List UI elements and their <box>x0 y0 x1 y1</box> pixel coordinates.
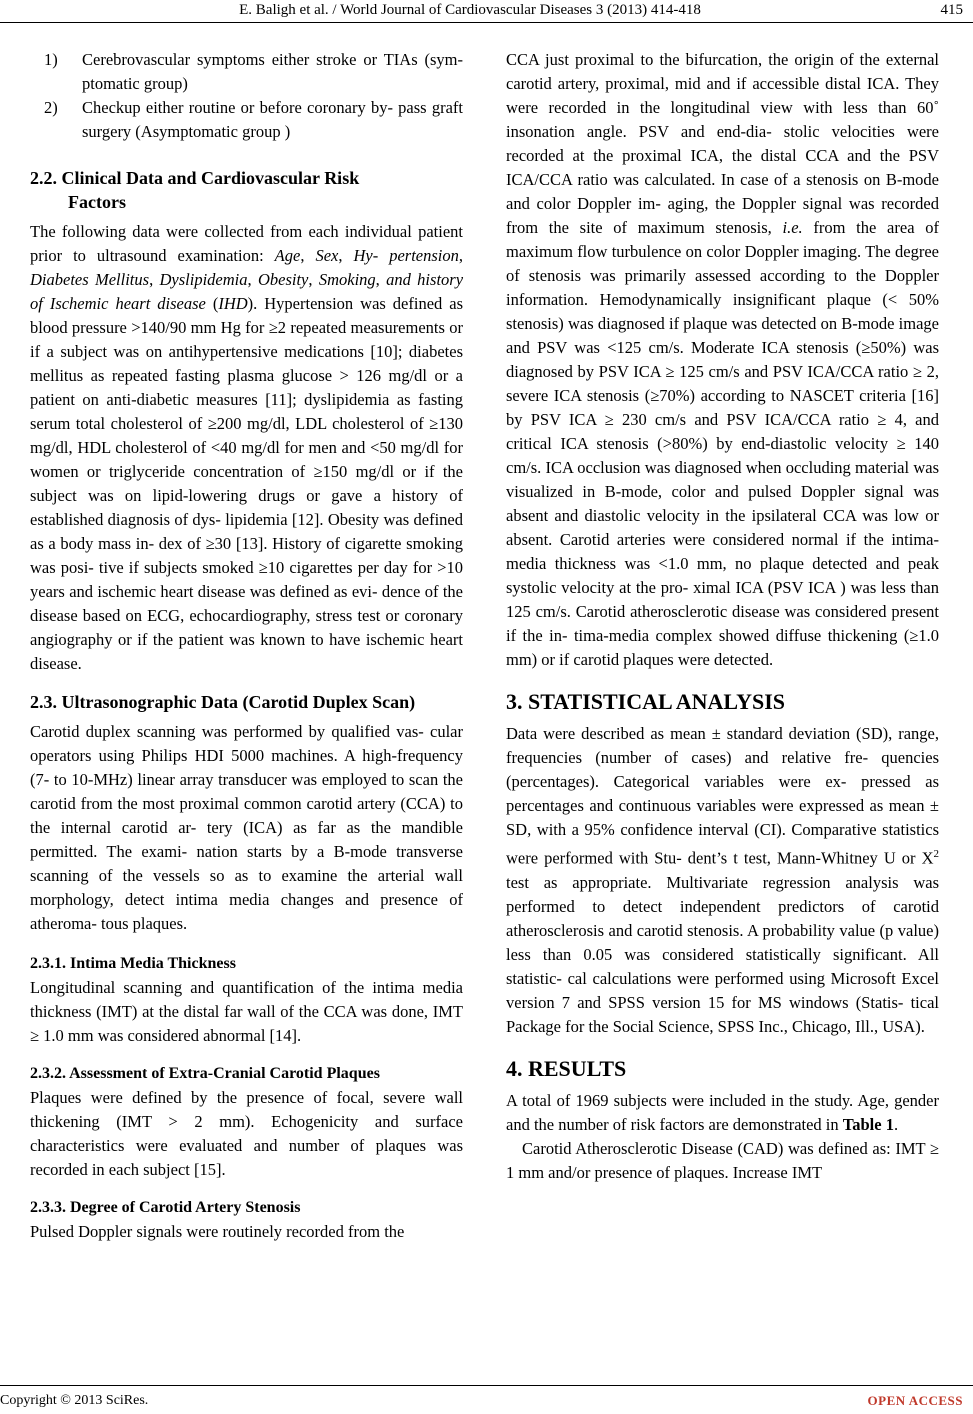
term: Obesity <box>257 270 309 289</box>
term: Smoking <box>318 270 376 289</box>
list-text: Cerebrovascular symptoms either stroke or TIAs (sym- ptomatic group) <box>82 50 463 93</box>
running-header <box>0 0 973 30</box>
text-span: Data were described as mean ± standard deviation (SD), range, frequencies (number of cases) and relative fre- quencies (percentages). Categorical variables were ex- pressed as percentages and continuous variables were expressed as mean ± SD, with a 95% confidence interval (CI). Comparative statistics were performed with Stu- dent’s t test, Mann-Whitney U or X <box>506 724 939 868</box>
running-title: E. Baligh et al. / World Journal of Cardiovascular Diseases 3 (2013) 414-418 <box>239 2 701 18</box>
text-span: . <box>893 1114 899 1134</box>
right-column <box>506 48 939 1185</box>
term: Sex <box>315 246 339 265</box>
section-heading-2-3-3: 2.3.3. Degree of Carotid Artery Stenosis <box>30 1199 301 1216</box>
paragraph-statistics <box>506 722 939 1039</box>
footer-divider <box>0 1385 973 1386</box>
term: i.e. <box>782 218 803 237</box>
paragraph-stenosis-start: Pulsed Doppler signals were routinely recorded from the <box>30 1222 405 1241</box>
page-number: 415 <box>940 2 963 18</box>
section-heading-3: 3. STATISTICAL ANALYSIS <box>506 689 785 714</box>
paragraph-plaques: Plaques were defined by the presence of focal, severe wall thickening (IMT > 2 mm). Echogenicity and surface characteristics were evaluated and number of plaques was recorded in each subject [15]. <box>30 1088 463 1179</box>
list-item <box>30 48 463 96</box>
section-heading-2-2 <box>30 166 463 214</box>
term: Hy- pertension <box>353 246 459 265</box>
paragraph-clinical-data: The following data were collected from each individual patient prior to ultrasound examination: Age, Sex, Hy- pertension, Diabetes Mellitus, Dyslipidemia, Obesity, Smoking, and history of Ischemic heart disease (IHD). Hypertension was defined as blood pressure >140/90 mm Hg for ≥2 repeated measurements or if a subject was on antihypertensive medications [10]; diabetes mellitus as repeated fasting plasma glucose > 126 mg/dl or a patient on anti-diabetic measures [11]; dyslipidemia as fasting serum total cholesterol of ≥200 mg/dl, LDL cholesterol of ≥130 mg/dl, HDL cholesterol of <40 mg/dl for men and <50 mg/dl for women or triglyceride concentration of ≥150 mg/dl or if the subject was on lipid-lowering drugs or gave a history of established diagnosis of dys- lipidemia [12]. Obesity was defined as a body mass in- dex of ≥30 [13]. History of cigarette smoking was posi- tive if subjects smoked ≥10 cigarettes per day for >10 years and ischemic heart disease was defined as evi- dence of the disease based on ECG, echocardiography, stress test or coronary angiography or if the patient was known to have ischemic heart disease. <box>30 222 464 673</box>
section-heading-2-3: 2.3. Ultrasonographic Data (Carotid Duplex Scan) <box>30 692 416 712</box>
term: and history of Ischemic heart disease <box>30 270 464 313</box>
table-reference: Table 1 <box>842 1114 894 1134</box>
text-span: A total of 1969 subjects were included in the study. Age, gender and the number of risk factors are demonstrated in <box>506 1090 939 1134</box>
term: Dyslipidemia <box>159 270 248 289</box>
copyright-notice: Copyright © 2013 SciRes. <box>0 1393 149 1408</box>
list-number: 2) <box>44 98 58 117</box>
list-number: 1) <box>44 50 58 69</box>
text-span: test as appropriate. Multivariate regression analysis was performed to detect independent predictors of carotid atherosclerosis and carotid stenosis. A probability value (p value) less than 0.05 was considered statistically significant. All statistic- cal calculations were performed using Microsoft Excel version 7 and SPSS version 15 for MS windows (Statis- tical Package for the Social Science, SPSS Inc., Chicago, Ill., USA). <box>506 872 939 1036</box>
paragraph-results-2: Carotid Atherosclerotic Disease (CAD) was defined as: IMT ≥ 1 mm and/or presence of plaques. Increase IMT <box>506 1138 939 1182</box>
paragraph-results-1 <box>506 1089 939 1137</box>
term: Diabetes Mellitus <box>30 270 150 289</box>
header-divider <box>0 22 973 23</box>
superscript: 2 <box>933 848 939 860</box>
heading-line: Factors <box>68 192 126 212</box>
section-heading-2-3-2: 2.3.2. Assessment of Extra-Cranial Carotid Plaques <box>30 1065 380 1082</box>
text-span: The following data were collected from each individual patient prior to ultrasound examination: <box>30 222 463 265</box>
section-heading-2-3-1: 2.3.1. Intima Media Thickness <box>30 955 236 972</box>
left-column <box>30 48 463 1244</box>
list-text: Checkup either routine or before coronary by- pass graft surgery (Asymptomatic group ) <box>82 98 463 141</box>
paragraph-ultrasonographic: Carotid duplex scanning was performed by qualified vas- cular operators using Philips HDI 5000 machines. A high-frequency (7- to 10-MHz) linear array transducer was employed to scan the carotid from the most proximal common carotid artery (CCA) to the internal carotid ar- tery (ICA) as far as the mandible permitted. The exami- nation starts by a B-mode transverse scanning of the vessels so as to examine the arterial wall morphology, detect intima media changes and presence of atheroma- tous plaques. <box>30 722 463 933</box>
text-span: Hypertension was defined as blood pressure >140/90 mm Hg for ≥2 repeated measurements or if a subject was on antihypertensive medications [10]; diabetes mellitus as repeated fasting plasma glucose > 126 mg/dl or a patient on anti-diabetic measures [11]; dyslipidemia as fasting serum total cholesterol of ≥200 mg/dl, LDL cholesterol of ≥130 mg/dl, HDL cholesterol of <40 mg/dl for men and <50 mg/dl for women or triglyceride concentration of ≥150 mg/dl or if the subject was on lipid-lowering drugs or gave a history of established diagnosis of dys- lipidemia [12]. Obesity was defined as a body mass in- dex of ≥30 [13]. History of cigarette smoking was posi- tive if subjects smoked ≥10 cigarettes per day for >10 years and ischemic heart disease was defined as evi- dence of the disease based on ECG, echocardiography, stress test or coronary angiography or if the patient was known to have ischemic heart disease. <box>30 294 464 673</box>
paragraph-stenosis-continued <box>506 48 939 672</box>
paragraph-imt: Longitudinal scanning and quantification of the intima media thickness (IMT) at the distal far wall of the CCA was done, IMT ≥ 1.0 mm was considered abnormal [14]. <box>30 978 463 1045</box>
term: Age <box>274 246 301 265</box>
list-item <box>30 96 463 144</box>
term: IHD <box>218 294 248 313</box>
text-span: CCA just proximal to the bifurcation, the origin of the external carotid artery, proximal, mid and if accessible distal ICA. They were recorded in the longitudinal view with less than 60˚ insonation angle. PSV and end-dia- stolic velocities were recorded at the proximal ICA, the distal CCA and the PSV ICA/CCA ratio was calculated. In case of a stenosis on B-mode and color Doppler im- aging, the Doppler signal was recorded from the site of maximum stenosis, <box>506 50 939 237</box>
section-heading-4: 4. RESULTS <box>506 1055 627 1081</box>
heading-line: 2.2. Clinical Data and Cardiovascular Risk <box>30 168 360 188</box>
open-access-label: OPEN ACCESS <box>867 1393 963 1408</box>
text-span: from the area of maximum flow turbulence on color Doppler imaging. The degree of stenosis was primarily assessed according to the Doppler information. Hemodynamically insignificant plaque (< 50% stenosis) was diagnosed if plaque was detected on B-mode image and PSV was <125 cm/s. Moderate ICA stenosis (≥50%) was diagnosed by PSV ICA ≥ 125 cm/s and PSV ICA/CCA ratio ≥ 2, severe ICA stenosis (≥70%) according to NASCET criteria [16] by PSV ICA ≥ 230 cm/s and PSV ICA/CCA ratio ≥ 4, and critical ICA stenosis (>80%) by end-diastolic velocity ≥ 140 cm/s. ICA occlusion was diagnosed when occluding material was visualized in B-mode, color and pulsed Doppler signal was absent and diastolic velocity in the ipsilateral CCA was low or absent. Carotid arteries were considered normal if the intima-media thickness was <1.0 mm, no plaque detected and peak systolic velocity at the pro- ximal ICA (PSV ICA ) was less than 125 cm/s. Carotid atherosclerotic disease was considered present if the in- tima-media complex showed diffuse thickening (≥1.0 mm) or if carotid plaques were detected. <box>506 218 939 669</box>
